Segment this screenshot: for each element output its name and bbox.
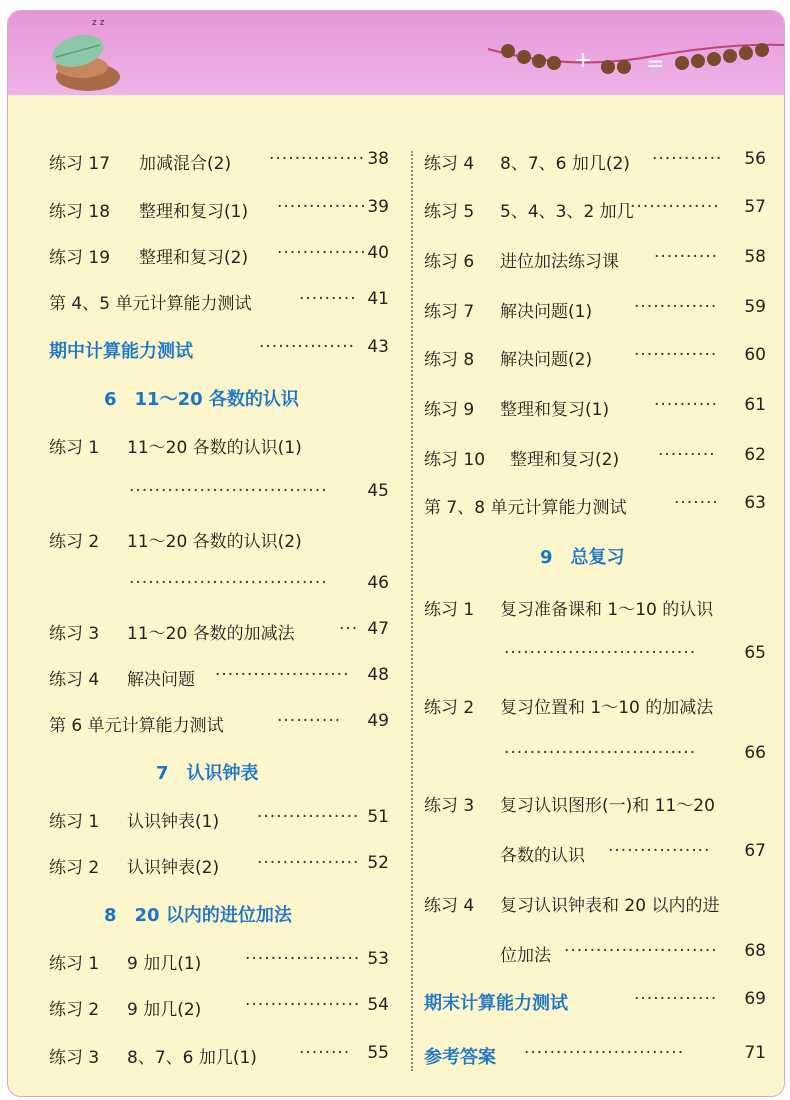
entry-label: 练习 7 bbox=[424, 302, 475, 322]
entry-label: 练习 17 bbox=[49, 154, 111, 174]
entry-title: 复习位置和 1～10 的加减法 bbox=[500, 698, 714, 718]
entry-label: 练习 18 bbox=[49, 202, 111, 222]
entry-label: 练习 4 bbox=[424, 154, 475, 174]
leader-dots: ··············· bbox=[259, 337, 356, 357]
entry-page: 60 bbox=[744, 345, 766, 365]
leader-dots: ·········· bbox=[654, 247, 719, 267]
leader-dots: ······························ bbox=[504, 643, 697, 663]
entry-page: 63 bbox=[744, 493, 766, 513]
owl-icons-left bbox=[501, 44, 561, 70]
entry-label: 练习 5 bbox=[424, 202, 475, 222]
entry-label: 练习 6 bbox=[424, 252, 475, 272]
entry-label: 练习 3 bbox=[49, 1048, 100, 1068]
entry-title: 11～20 各数的认识(1) bbox=[127, 438, 302, 458]
leader-dots: ················ bbox=[257, 853, 360, 873]
entry-page: 43 bbox=[367, 337, 389, 357]
entry-page: 52 bbox=[367, 853, 389, 873]
leader-dots: ········· bbox=[658, 445, 716, 465]
entry-page: 69 bbox=[744, 989, 766, 1009]
entry-title: 期中计算能力测试 bbox=[49, 341, 193, 362]
entry-page: 65 bbox=[744, 643, 766, 663]
entry-title: 参考答案 bbox=[424, 1047, 496, 1068]
entry-label: 练习 9 bbox=[424, 400, 475, 420]
entry-title: 复习认识钟表和 20 以内的进 bbox=[500, 896, 720, 916]
entry-title: 整理和复习(2) bbox=[510, 450, 620, 470]
entry-label: 练习 1 bbox=[49, 954, 100, 974]
entry-title: 8、7、6 加几(1) bbox=[127, 1048, 257, 1068]
entry-title: 11～20 各数的认识(2) bbox=[127, 532, 302, 552]
entry-label: 练习 1 bbox=[49, 438, 100, 458]
entry-page: 56 bbox=[744, 149, 766, 169]
entry-title: 解决问题(2) bbox=[500, 350, 593, 370]
leader-dots: ·············· bbox=[277, 243, 367, 263]
entry-title: 整理和复习(2) bbox=[139, 248, 249, 268]
leader-dots: ······························· bbox=[129, 573, 328, 593]
entry-label: 练习 2 bbox=[49, 1000, 100, 1020]
entry-label: 练习 19 bbox=[49, 248, 111, 268]
entry-label: 练习 8 bbox=[424, 350, 475, 370]
header-banner bbox=[8, 11, 784, 95]
leader-dots: ·············· bbox=[630, 197, 720, 217]
section-heading-8: 8 20 以内的进位加法 bbox=[104, 905, 292, 926]
entry-label: 练习 3 bbox=[49, 624, 100, 644]
entry-title: 整理和复习(1) bbox=[500, 400, 610, 420]
entry-label: 练习 3 bbox=[424, 796, 475, 816]
leader-dots: ························ bbox=[564, 941, 718, 961]
entry-page: 48 bbox=[367, 665, 389, 685]
column-divider bbox=[411, 151, 413, 1071]
entry-page: 40 bbox=[367, 243, 389, 263]
entry-title: 9 加几(1) bbox=[127, 954, 202, 974]
entry-page: 46 bbox=[367, 573, 389, 593]
entry-title: 复习认识图形(一)和 11～20 bbox=[500, 796, 715, 816]
entry-label: 练习 2 bbox=[424, 698, 475, 718]
entry-page: 49 bbox=[367, 711, 389, 731]
leader-dots: ······························ bbox=[504, 743, 697, 763]
sleep-z-text: z z bbox=[92, 18, 105, 28]
leader-dots: ············· bbox=[634, 297, 718, 317]
entry-title: 5、4、3、2 加几 bbox=[500, 202, 634, 222]
entry-label: 练习 1 bbox=[424, 600, 475, 620]
entry-label: 练习 1 bbox=[49, 812, 100, 832]
entry-label: 练习 4 bbox=[49, 670, 100, 690]
entry-title: 进位加法练习课 bbox=[500, 252, 619, 272]
equals-sign: = bbox=[646, 52, 665, 77]
entry-page: 38 bbox=[367, 149, 389, 169]
leader-dots: ········ bbox=[299, 1043, 351, 1063]
entry-page: 53 bbox=[367, 949, 389, 969]
entry-title: 复习准备课和 1～10 的认识 bbox=[500, 600, 714, 620]
entry-title: 加减混合(2) bbox=[139, 154, 232, 174]
entry-title: 11～20 各数的加减法 bbox=[127, 624, 295, 644]
entry-page: 47 bbox=[367, 619, 389, 639]
leader-dots: ·················· bbox=[245, 995, 361, 1015]
entry-title-cont: 各数的认识 bbox=[500, 846, 585, 866]
leader-dots: ·············· bbox=[277, 197, 367, 217]
entry-label: 练习 2 bbox=[49, 858, 100, 878]
leader-dots: ········· bbox=[299, 289, 357, 309]
leader-dots: ············· bbox=[634, 345, 718, 365]
leader-dots: ················ bbox=[608, 841, 711, 861]
section-heading-6: 6 11～20 各数的认识 bbox=[104, 389, 299, 410]
entry-page: 54 bbox=[367, 995, 389, 1015]
leader-dots: ······························· bbox=[129, 481, 328, 501]
entry-title: 认识钟表(1) bbox=[127, 812, 220, 832]
entry-page: 59 bbox=[744, 297, 766, 317]
entry-title: 期末计算能力测试 bbox=[424, 993, 568, 1014]
section-heading-9: 9 总复习 bbox=[540, 547, 625, 568]
leader-dots: ············· bbox=[634, 989, 718, 1009]
entry-page: 71 bbox=[744, 1043, 766, 1063]
entry-page: 67 bbox=[744, 841, 766, 861]
entry-title: 第 7、8 单元计算能力测试 bbox=[424, 498, 627, 518]
entry-page: 51 bbox=[367, 807, 389, 827]
entry-page: 66 bbox=[744, 743, 766, 763]
entry-title: 8、7、6 加几(2) bbox=[500, 154, 630, 174]
leader-dots: ················ bbox=[257, 807, 360, 827]
entry-page: 41 bbox=[367, 289, 389, 309]
entry-label: 练习 10 bbox=[424, 450, 486, 470]
header-illustration bbox=[8, 11, 784, 95]
plus-sign: + bbox=[574, 48, 593, 73]
entry-title: 认识钟表(2) bbox=[127, 858, 220, 878]
entry-title-cont: 位加法 bbox=[500, 946, 551, 966]
entry-page: 68 bbox=[744, 941, 766, 961]
entry-page: 58 bbox=[744, 247, 766, 267]
entry-title: 整理和复习(1) bbox=[139, 202, 249, 222]
entry-title: 第 6 单元计算能力测试 bbox=[49, 716, 224, 736]
toc-page bbox=[7, 10, 785, 1097]
entry-page: 62 bbox=[744, 445, 766, 465]
leader-dots: ······· bbox=[674, 493, 719, 513]
leader-dots: ·········· bbox=[277, 711, 342, 731]
leader-dots: ··········· bbox=[652, 149, 723, 169]
entry-page: 55 bbox=[367, 1043, 389, 1063]
entry-page: 45 bbox=[367, 481, 389, 501]
entry-page: 39 bbox=[367, 197, 389, 217]
entry-page: 61 bbox=[744, 395, 766, 415]
leader-dots: ·················· bbox=[245, 949, 361, 969]
leader-dots: ····················· bbox=[215, 665, 350, 685]
leader-dots: ·········· bbox=[654, 395, 719, 415]
entry-label: 练习 2 bbox=[49, 532, 100, 552]
entry-title: 解决问题 bbox=[127, 670, 195, 690]
leader-dots: ··· bbox=[339, 619, 359, 639]
entry-title: 解决问题(1) bbox=[500, 302, 593, 322]
entry-title: 9 加几(2) bbox=[127, 1000, 202, 1020]
entry-title: 第 4、5 单元计算能力测试 bbox=[49, 294, 252, 314]
section-heading-7: 7 认识钟表 bbox=[156, 763, 259, 784]
entry-page: 57 bbox=[744, 197, 766, 217]
leader-dots: ··············· bbox=[269, 149, 366, 169]
entry-label: 练习 4 bbox=[424, 896, 475, 916]
leader-dots: ························· bbox=[524, 1043, 685, 1063]
